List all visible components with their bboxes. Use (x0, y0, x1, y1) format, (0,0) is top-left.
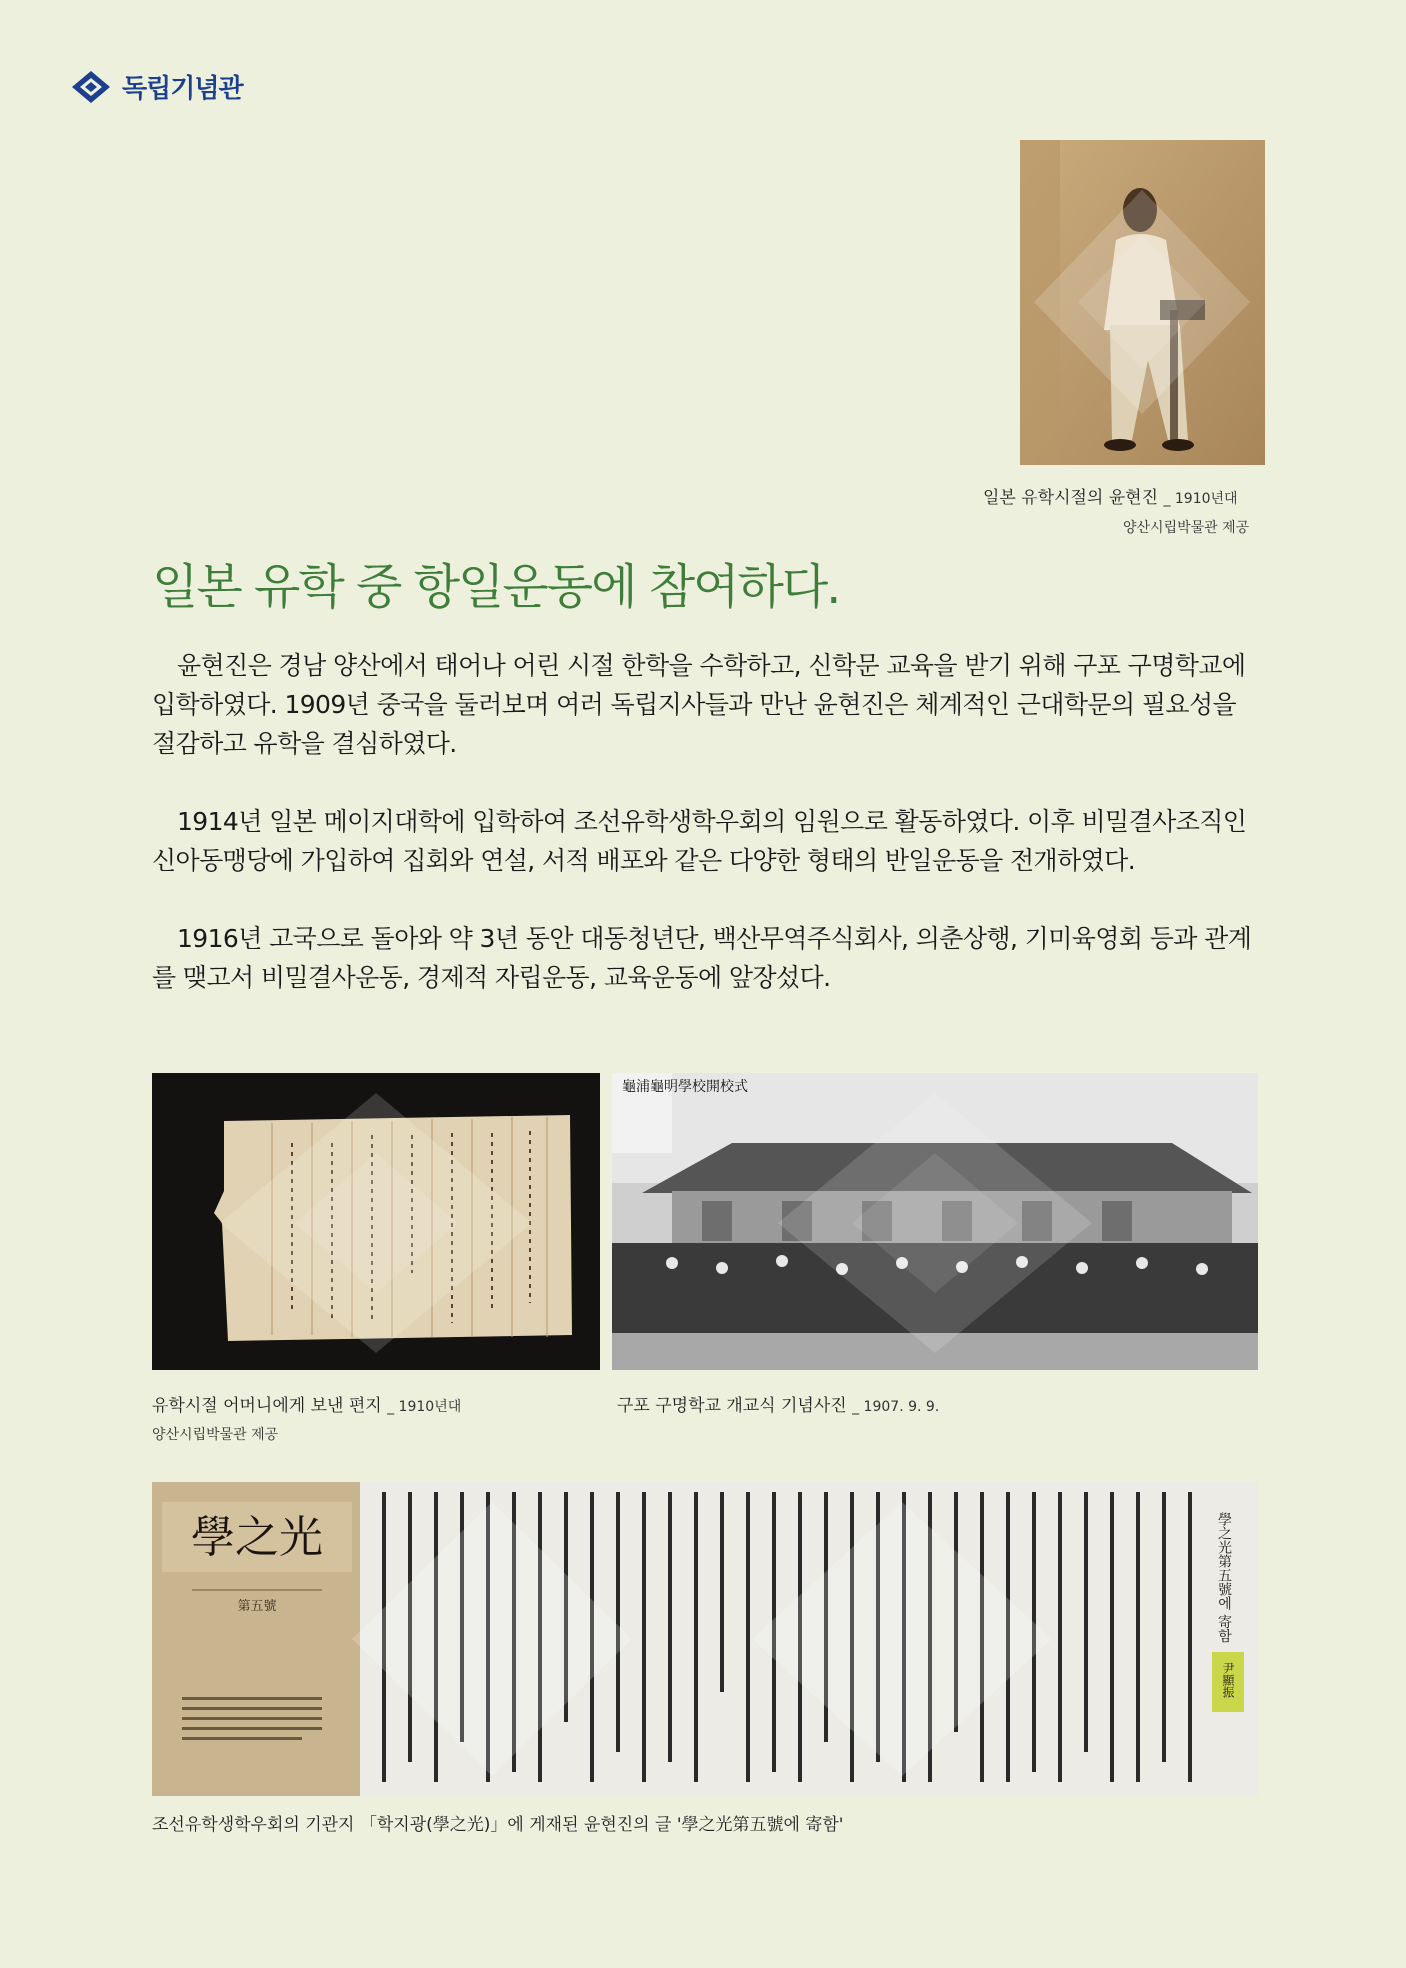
portrait-caption: 일본 유학시절의 윤현진 _ 1910년대 (983, 488, 1238, 508)
magazine-cover-issue: 第五號 (237, 1599, 277, 1614)
letter-photo (152, 1073, 600, 1370)
page-headline: 일본 유학 중 항일운동에 참여하다. (152, 559, 840, 615)
magazine-caption: 조선유학생학우회의 기관지 「학지광(學之光)」에 게재된 윤현진의 글 '學之光第五號에 寄함' (152, 1815, 844, 1835)
paragraph-2: 1914년 일본 메이지대학에 입학하여 조선유학생학우회의 임원으로 활동하였다. 이후 비밀결사조직인 신아동맹당에 가입하여 집회와 연설, 서적 배포와 같은 다양한 형태의 반일운동을 전개하였다. (152, 807, 1247, 875)
brand-logo (70, 68, 243, 105)
school-sign: 龜浦龜明學校開校式 (622, 1079, 748, 1095)
brand-emblem-icon (70, 69, 112, 105)
magazine-image (152, 1482, 1258, 1796)
school-photo (612, 1073, 1258, 1370)
school-caption: 구포 구명학교 개교식 기념사진 _ 1907. 9. 9. (617, 1396, 940, 1416)
brand-name: 독립기념관 (122, 74, 243, 104)
magazine-article-title: 學之光第五號에 寄함 (1216, 1512, 1232, 1643)
letter-credit: 양산시립박물관 제공 (152, 1427, 279, 1443)
letter-caption: 유학시절 어머니에게 보낸 편지 _ 1910년대 (152, 1396, 462, 1416)
paragraph-3: 1916년 고국으로 돌아와 약 3년 동안 대동청년단, 백산무역주식회사, 의춘상행, 기미육영회 등과 관계를 맺고서 비밀결사운동, 경제적 자립운동, 교육운동에 앞장섰다. (152, 924, 1252, 992)
author-stamp: 尹顯振 (1221, 1662, 1235, 1698)
portrait-photo (1020, 140, 1265, 465)
magazine-cover-title: 學之光 (191, 1512, 323, 1563)
paragraph-1: 윤현진은 경남 양산에서 태어나 어린 시절 한학을 수학하고, 신학문 교육을 받기 위해 구포 구명학교에 입학하였다. 1909년 중국을 둘러보며 여러 독립지사들과 만난 윤현진은 체계적인 근대학문의 필요성을 절감하고 유학을 결심하였다. (152, 651, 1246, 758)
portrait-credit: 양산시립박물관 제공 (1123, 520, 1250, 536)
